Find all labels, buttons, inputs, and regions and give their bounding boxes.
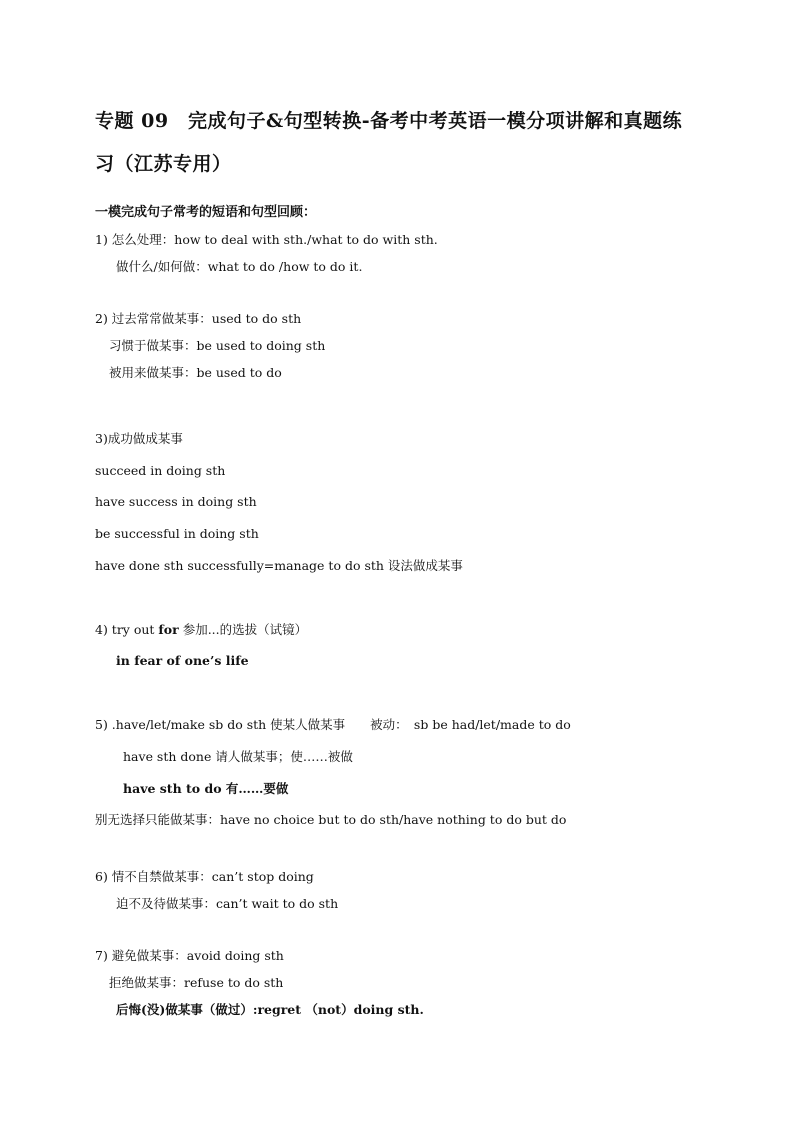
- item-5-sub-line-1: have sth done 请人做某事；使……被做: [123, 749, 353, 764]
- item-1-sub-line: 做什么/如何做：what to do /how to do it.: [116, 259, 363, 274]
- item-7-line: 7) 避免做某事：avoid doing sth: [95, 948, 284, 963]
- item-4-text-c: 参加...的选拔（试镜）: [178, 622, 308, 637]
- item-5-sub-line-3: 别无选择只能做某事：have no choice but to do sth/have nothing to do but do: [95, 812, 567, 827]
- item-3-sub-line-4: have done sth successfully=manage to do sth 设法做成某事: [95, 558, 463, 573]
- item-7-sub-line-1: 拒绝做某事：refuse to do sth: [109, 975, 284, 990]
- title-line-2: 习（江苏专用）: [95, 153, 232, 175]
- item-4-line: [95, 621, 307, 639]
- item-4-sub-line: in fear of one’s life: [116, 653, 249, 668]
- item-7-sub-line-2: 后悔(没)做某事（做过）:regret （not）doing sth.: [116, 1002, 424, 1017]
- item-6-line: 6) 情不自禁做某事：can’t stop doing: [95, 869, 314, 884]
- item-4-text-bold: for: [158, 622, 179, 637]
- item-3-sub-line-3: be successful in doing sth: [95, 526, 259, 541]
- page-title: [95, 100, 715, 186]
- title-line-1: 专题 09 完成句子&句型转换-备考中考英语一模分项讲解和真题练: [95, 110, 683, 132]
- item-3-sub-line-2: have success in doing sth: [95, 494, 257, 509]
- item-2-line: 2) 过去常常做某事：used to do sth: [95, 311, 302, 326]
- item-6-sub-line: 迫不及待做某事：can’t wait to do sth: [116, 896, 339, 911]
- item-5-sub-line-2: have sth to do 有……要做: [123, 781, 289, 796]
- item-2-sub-line-1: 习惯于做某事：be used to doing sth: [109, 338, 326, 353]
- item-4-text-a: 4) try out: [95, 622, 159, 637]
- item-3-line: 3)成功做成某事: [95, 431, 183, 446]
- item-5-line: 5) .have/let/make sb do sth 使某人做某事 被动： sb be had/let/made to do: [95, 717, 571, 732]
- item-1-line: 1) 怎么处理：how to deal with sth./what to do with sth.: [95, 232, 438, 247]
- section-heading: 一模完成句子常考的短语和句型回顾：: [95, 205, 317, 220]
- item-3-sub-line-1: succeed in doing sth: [95, 463, 226, 478]
- item-2-sub-line-2: 被用来做某事：be used to do: [109, 365, 282, 380]
